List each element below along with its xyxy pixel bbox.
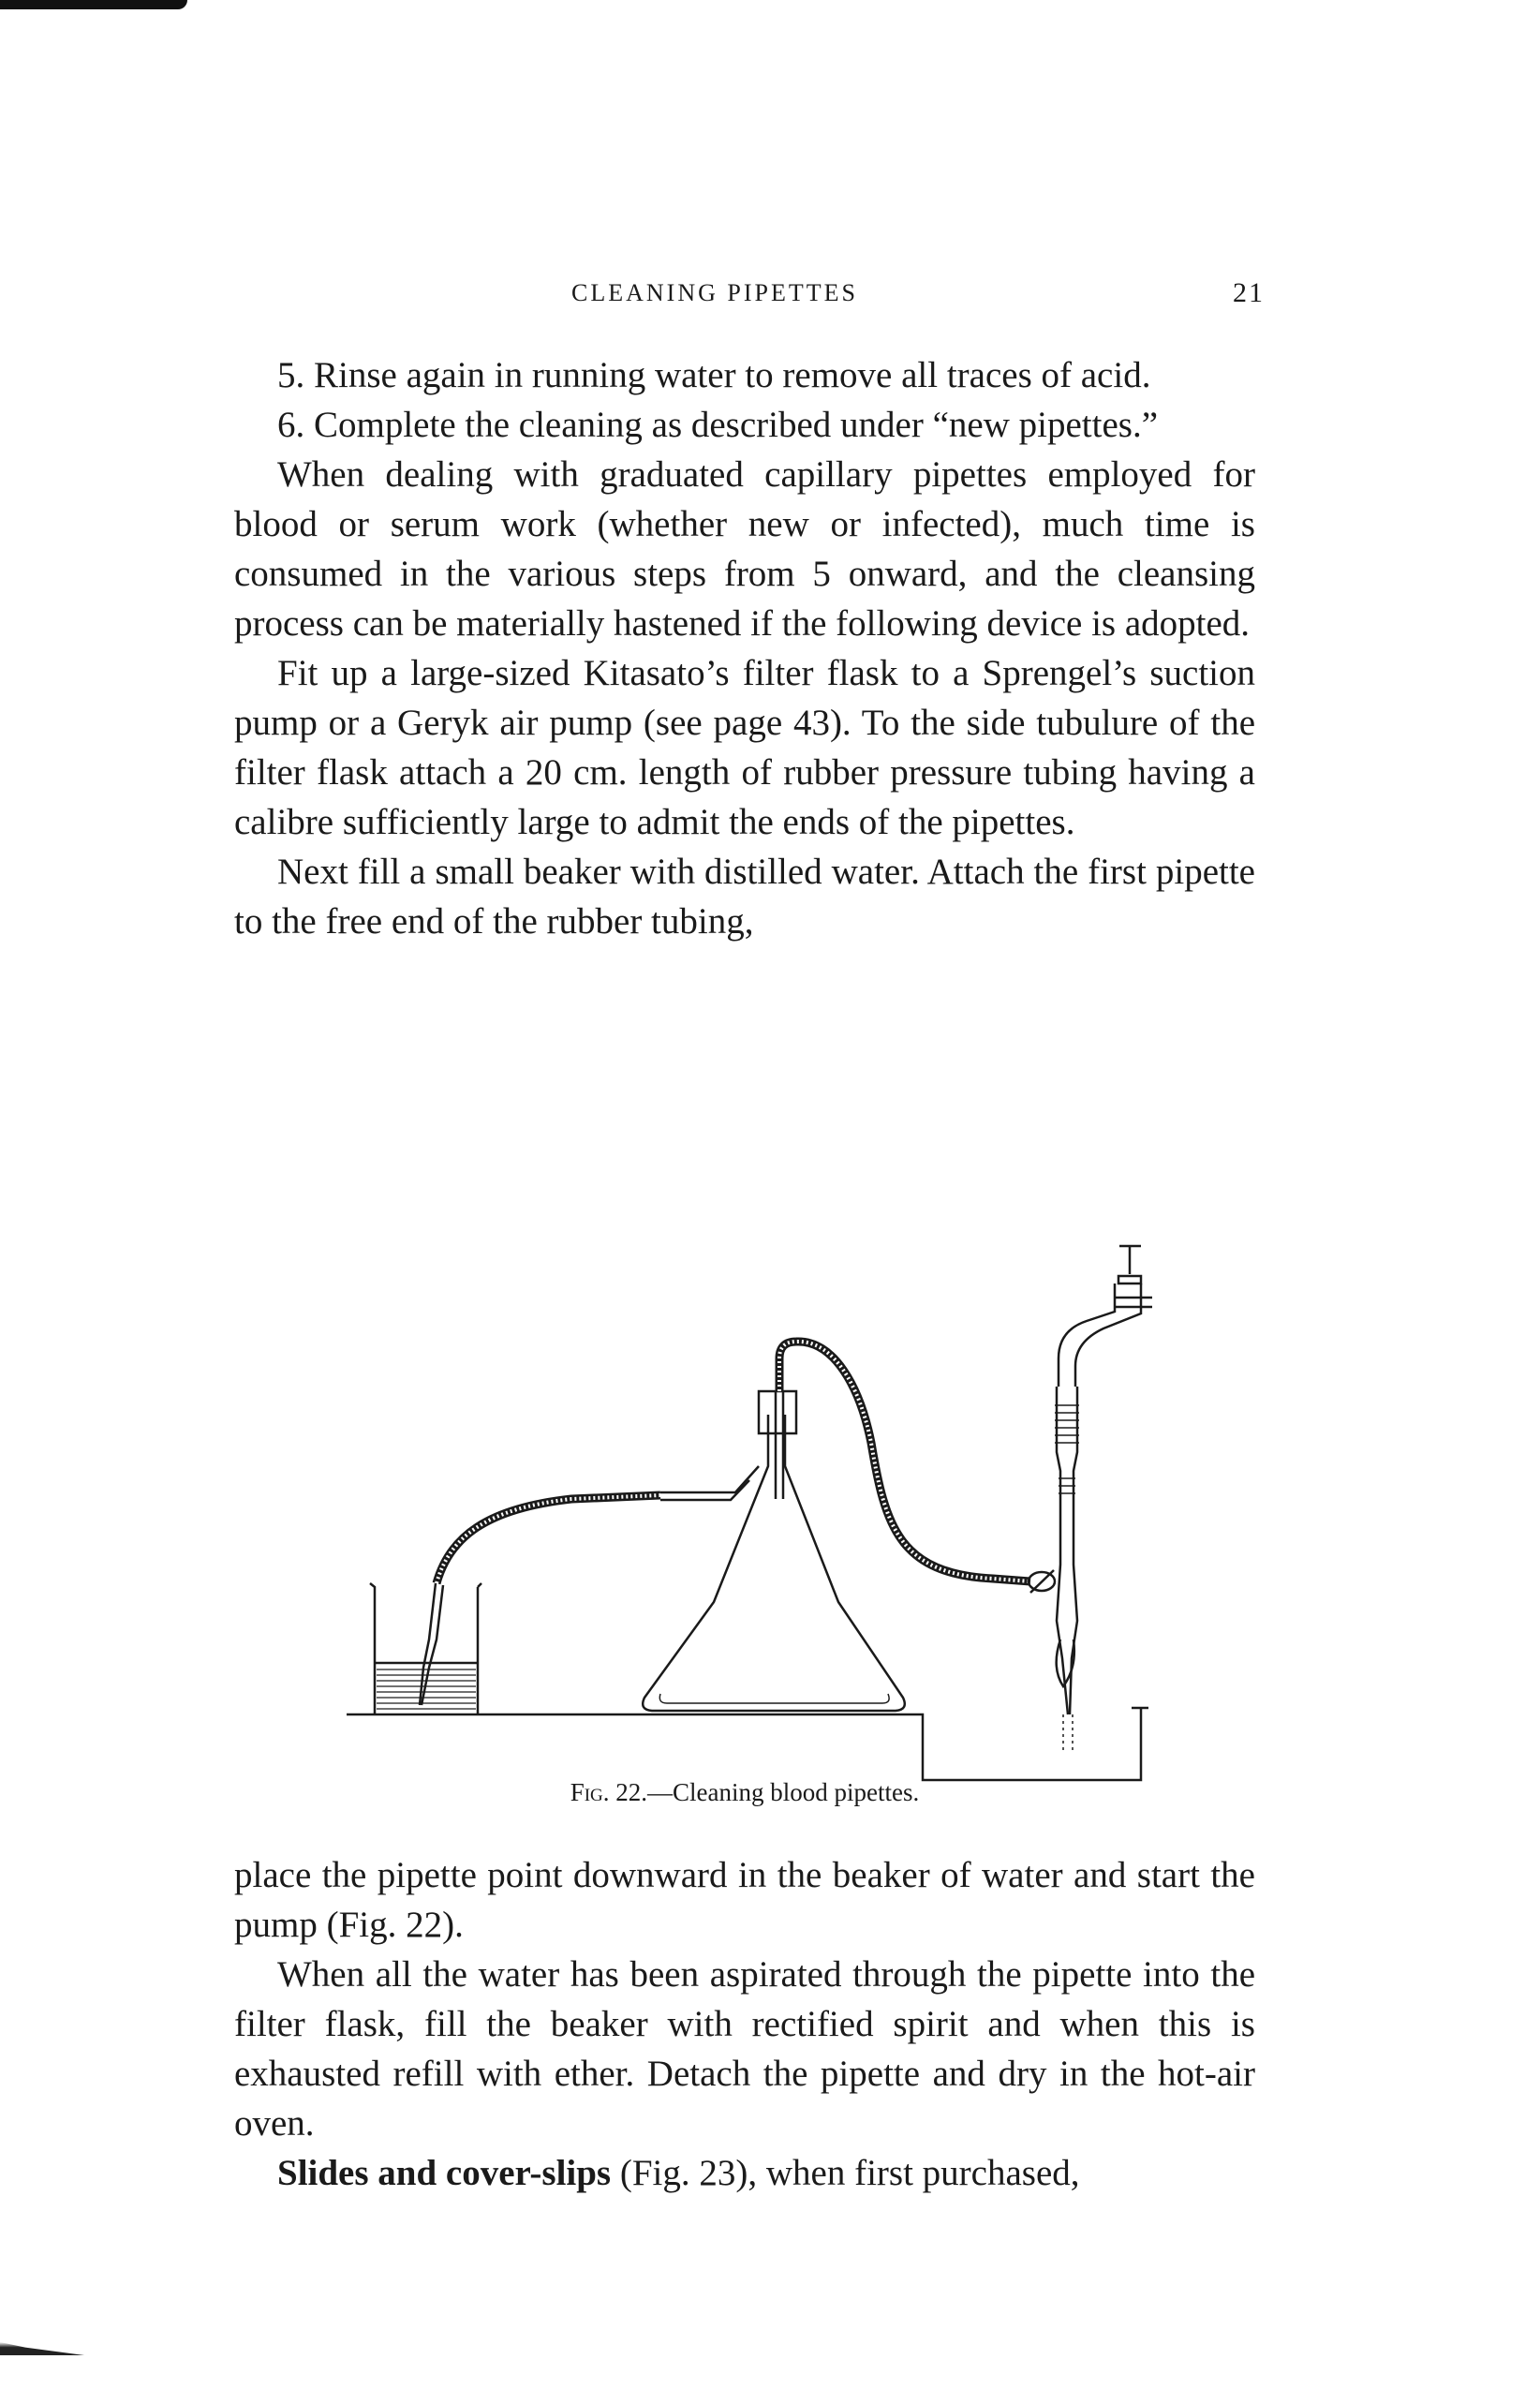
running-head <box>234 279 1265 317</box>
chapter-title: CLEANING PIPETTES <box>571 279 858 306</box>
flask-side-arm <box>660 1466 759 1492</box>
apparatus-illustration <box>347 1227 1171 1789</box>
water-drip <box>1063 1714 1073 1752</box>
paragraph: 5. Rinse again in running water to remove all traces of acid. <box>277 355 1151 395</box>
bench-outline <box>347 1708 1141 1780</box>
figure-caption <box>234 1778 1255 1807</box>
figure-apparatus <box>347 1227 1171 1789</box>
paragraph-slides <box>234 2148 1255 2198</box>
paragraph: Fit up a large-sized Kitasato’s filter flask to a Sprengel’s suction pump or a Geryk air pump (see page 43). To the side tubulure of the filter flask attach a 20 cm. length of rubber pressure tubing having a calibre sufficiently large to admit the ends of the pipettes. <box>234 653 1255 842</box>
body-text-top <box>234 350 1255 946</box>
paragraph: When dealing with graduated capillary pipettes employed for blood or serum work (whether new or infected), much time is consumed in the various steps from 5 onward, and the cleansing process can be materially hastened if the following device is adopted. <box>234 454 1255 644</box>
caption-text: —Cleaning blood pipettes. <box>647 1778 920 1806</box>
page-number: 21 <box>1233 277 1265 308</box>
filter-flask <box>643 1415 905 1711</box>
flask-stopper <box>759 1391 796 1433</box>
beaker-water-hatching <box>377 1669 476 1709</box>
water-tap-top <box>1118 1246 1141 1284</box>
paragraph: place the pipette point downward in the beaker of water and start the pump (Fig. 22). <box>234 1855 1255 1945</box>
flask-inner-curve <box>659 1694 889 1703</box>
caption-label: Fig. 22. <box>570 1778 648 1806</box>
water-tap-spout <box>1059 1284 1115 1387</box>
body-text-bottom <box>234 1850 1255 2198</box>
rubber-tubing-left <box>437 1495 660 1583</box>
pump-coil <box>1055 1405 1079 1493</box>
scan-edge-mark <box>0 0 187 9</box>
paragraph-continuation: (Fig. 23), when first purchased, <box>611 2153 1080 2193</box>
paragraph: 6. Complete the cleaning as described under “new pipettes.” <box>277 405 1158 445</box>
section-run-in-heading: Slides and cover-slips <box>277 2153 612 2193</box>
paragraph: Next fill a small beaker with distilled water. Attach the first pipette to the free end of the rubber tubing, <box>234 852 1255 942</box>
beaker-outline <box>370 1583 481 1714</box>
scan-edge-mark-bottom <box>0 2342 84 2355</box>
paragraph: When all the water has been aspirated through the pipette into the filter flask, fill the beaker with rectified spirit and when this is exhausted refill with ether. Detach the pipette and dry in the hot-air oven. <box>234 1954 1255 2144</box>
